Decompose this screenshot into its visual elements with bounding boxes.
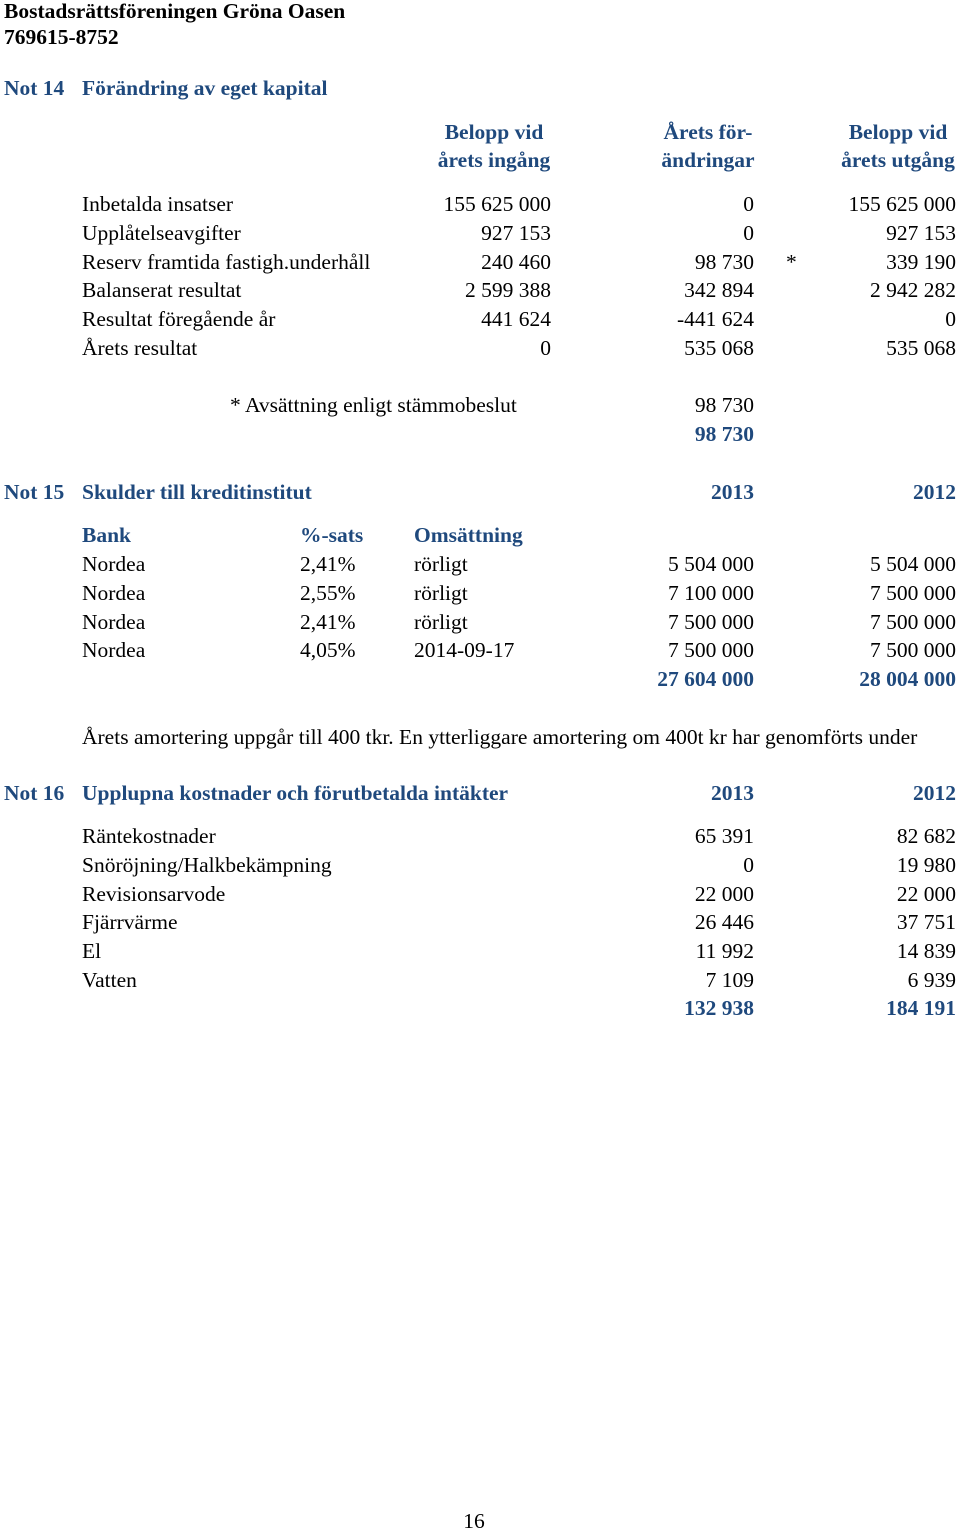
note-number: Not 15 bbox=[4, 480, 65, 504]
value-2012: 7 500 000 bbox=[870, 638, 956, 662]
value-2013: 65 391 bbox=[694, 824, 754, 848]
opening-value: 240 460 bbox=[481, 250, 551, 274]
closing-value: 927 153 bbox=[886, 221, 956, 245]
opening-value: 2 599 388 bbox=[465, 278, 551, 302]
note-title: Förändring av eget kapital bbox=[82, 76, 328, 100]
loan-type: 2014-09-17 bbox=[414, 638, 515, 662]
document-header bbox=[0, 0, 960, 22]
footnote-total-row bbox=[0, 423, 960, 445]
year-2013-header: 2013 bbox=[711, 480, 754, 504]
type-column-header: Omsättning bbox=[414, 523, 523, 547]
row-label: Årets resultat bbox=[82, 336, 198, 360]
footnote-marker: * bbox=[786, 250, 797, 274]
row-label: Balanserat resultat bbox=[82, 278, 242, 302]
document-header-number bbox=[0, 26, 960, 48]
closing-value: 2 942 282 bbox=[870, 278, 956, 302]
opening-value: 441 624 bbox=[481, 307, 551, 331]
row-label: Revisionsarvode bbox=[82, 882, 226, 906]
row-label: Fjärrvärme bbox=[82, 910, 178, 934]
page-number: 16 bbox=[463, 1509, 485, 1533]
row-label: Reserv framtida fastigh.underhåll bbox=[82, 250, 371, 274]
total-2012: 184 191 bbox=[886, 996, 956, 1020]
table-row bbox=[0, 883, 960, 905]
table-row bbox=[0, 553, 960, 575]
organization-name: Bostadsrättsföreningen Gröna Oasen bbox=[4, 0, 346, 23]
totals-row bbox=[0, 668, 960, 690]
column-header-opening bbox=[431, 118, 557, 174]
row-label: Vatten bbox=[82, 968, 137, 992]
interest-rate: 2,41% bbox=[300, 610, 356, 634]
interest-rate: 2,41% bbox=[300, 552, 356, 576]
change-value: 0 bbox=[743, 192, 754, 216]
interest-rate: 4,05% bbox=[300, 638, 356, 662]
closing-value: 0 bbox=[945, 307, 956, 331]
footnote-row bbox=[0, 394, 960, 416]
value-2013: 22 000 bbox=[694, 882, 754, 906]
note-text: Årets amortering uppgår till 400 tkr. En ytterliggare amortering om 400t kr har genomförts under bbox=[82, 725, 918, 749]
year-2012-header: 2012 bbox=[913, 781, 956, 805]
note-number: Not 16 bbox=[4, 781, 65, 805]
organization-number: 769615-8752 bbox=[4, 25, 119, 49]
table-row bbox=[0, 940, 960, 962]
row-label: Inbetalda insatser bbox=[82, 192, 234, 216]
value-2013: 7 109 bbox=[705, 968, 754, 992]
row-label: Resultat föregående år bbox=[82, 307, 276, 331]
value-2013: 26 446 bbox=[694, 910, 754, 934]
column-header-change bbox=[648, 118, 768, 174]
value-2013: 0 bbox=[743, 853, 754, 877]
value-2013: 7 500 000 bbox=[668, 610, 754, 634]
table-row bbox=[0, 639, 960, 661]
column-header-line: Belopp vid bbox=[444, 120, 544, 144]
table-header-row bbox=[0, 524, 960, 546]
change-value: 0 bbox=[743, 221, 754, 245]
table-row bbox=[0, 911, 960, 933]
footnote-label: * Avsättning enligt stämmobeslut bbox=[230, 393, 517, 417]
column-header-line: årets utgång bbox=[841, 148, 955, 172]
closing-value: 535 068 bbox=[886, 336, 956, 360]
loan-type: rörligt bbox=[414, 552, 468, 576]
column-header-line: ändringar bbox=[661, 148, 755, 172]
value-2013: 7 500 000 bbox=[668, 638, 754, 662]
note-number: Not 14 bbox=[4, 76, 65, 100]
table-row bbox=[0, 825, 960, 847]
amortization-note bbox=[0, 726, 960, 748]
table-row bbox=[0, 251, 960, 273]
table-row bbox=[0, 611, 960, 633]
value-2012: 5 504 000 bbox=[870, 552, 956, 576]
column-header-line: Årets för- bbox=[663, 120, 753, 144]
opening-value: 155 625 000 bbox=[443, 192, 551, 216]
column-header-line: Belopp vid bbox=[848, 120, 948, 144]
row-label: Räntekostnader bbox=[82, 824, 216, 848]
total-2013: 27 604 000 bbox=[657, 667, 754, 691]
value-2013: 11 992 bbox=[695, 939, 754, 963]
change-value: -441 624 bbox=[676, 307, 754, 331]
footnote-total: 98 730 bbox=[694, 422, 754, 446]
row-label: Snöröjning/Halkbekämpning bbox=[82, 853, 332, 877]
row-label: El bbox=[82, 939, 102, 963]
note-title: Upplupna kostnader och förutbetalda intäkter bbox=[82, 781, 509, 805]
value-2012: 7 500 000 bbox=[870, 581, 956, 605]
bank-name: Nordea bbox=[82, 581, 146, 605]
footnote-value: 98 730 bbox=[694, 393, 754, 417]
rate-column-header: %-sats bbox=[300, 523, 364, 547]
table-row bbox=[0, 969, 960, 991]
closing-value: 155 625 000 bbox=[848, 192, 956, 216]
loan-type: rörligt bbox=[414, 581, 468, 605]
row-label: Upplåtelseavgifter bbox=[82, 221, 241, 245]
value-2012: 19 980 bbox=[896, 853, 956, 877]
note-heading bbox=[0, 481, 960, 503]
opening-value: 0 bbox=[540, 336, 551, 360]
value-2012: 37 751 bbox=[896, 910, 956, 934]
bank-name: Nordea bbox=[82, 638, 146, 662]
year-2012-header: 2012 bbox=[913, 480, 956, 504]
bank-column-header: Bank bbox=[82, 523, 132, 547]
column-header-line: årets ingång bbox=[437, 148, 551, 172]
bank-name: Nordea bbox=[82, 610, 146, 634]
value-2012: 22 000 bbox=[896, 882, 956, 906]
closing-value: 339 190 bbox=[886, 250, 956, 274]
interest-rate: 2,55% bbox=[300, 581, 356, 605]
value-2013: 5 504 000 bbox=[668, 552, 754, 576]
table-row bbox=[0, 279, 960, 301]
change-value: 342 894 bbox=[684, 278, 754, 302]
table-row bbox=[0, 193, 960, 215]
value-2012: 82 682 bbox=[896, 824, 956, 848]
totals-row bbox=[0, 997, 960, 1019]
table-row bbox=[0, 308, 960, 330]
table-row bbox=[0, 337, 960, 359]
note-heading bbox=[0, 782, 960, 804]
table-row bbox=[0, 854, 960, 876]
table-row bbox=[0, 582, 960, 604]
year-2013-header: 2013 bbox=[711, 781, 754, 805]
value-2012: 7 500 000 bbox=[870, 610, 956, 634]
value-2012: 6 939 bbox=[907, 968, 956, 992]
column-header-closing bbox=[838, 118, 958, 174]
value-2012: 14 839 bbox=[896, 939, 956, 963]
total-2012: 28 004 000 bbox=[859, 667, 956, 691]
table-row bbox=[0, 222, 960, 244]
loan-type: rörligt bbox=[414, 610, 468, 634]
note-title: Skulder till kreditinstitut bbox=[82, 480, 312, 504]
change-value: 535 068 bbox=[684, 336, 754, 360]
opening-value: 927 153 bbox=[481, 221, 551, 245]
note-heading bbox=[0, 77, 960, 99]
value-2013: 7 100 000 bbox=[668, 581, 754, 605]
change-value: 98 730 bbox=[694, 250, 754, 274]
bank-name: Nordea bbox=[82, 552, 146, 576]
total-2013: 132 938 bbox=[684, 996, 754, 1020]
